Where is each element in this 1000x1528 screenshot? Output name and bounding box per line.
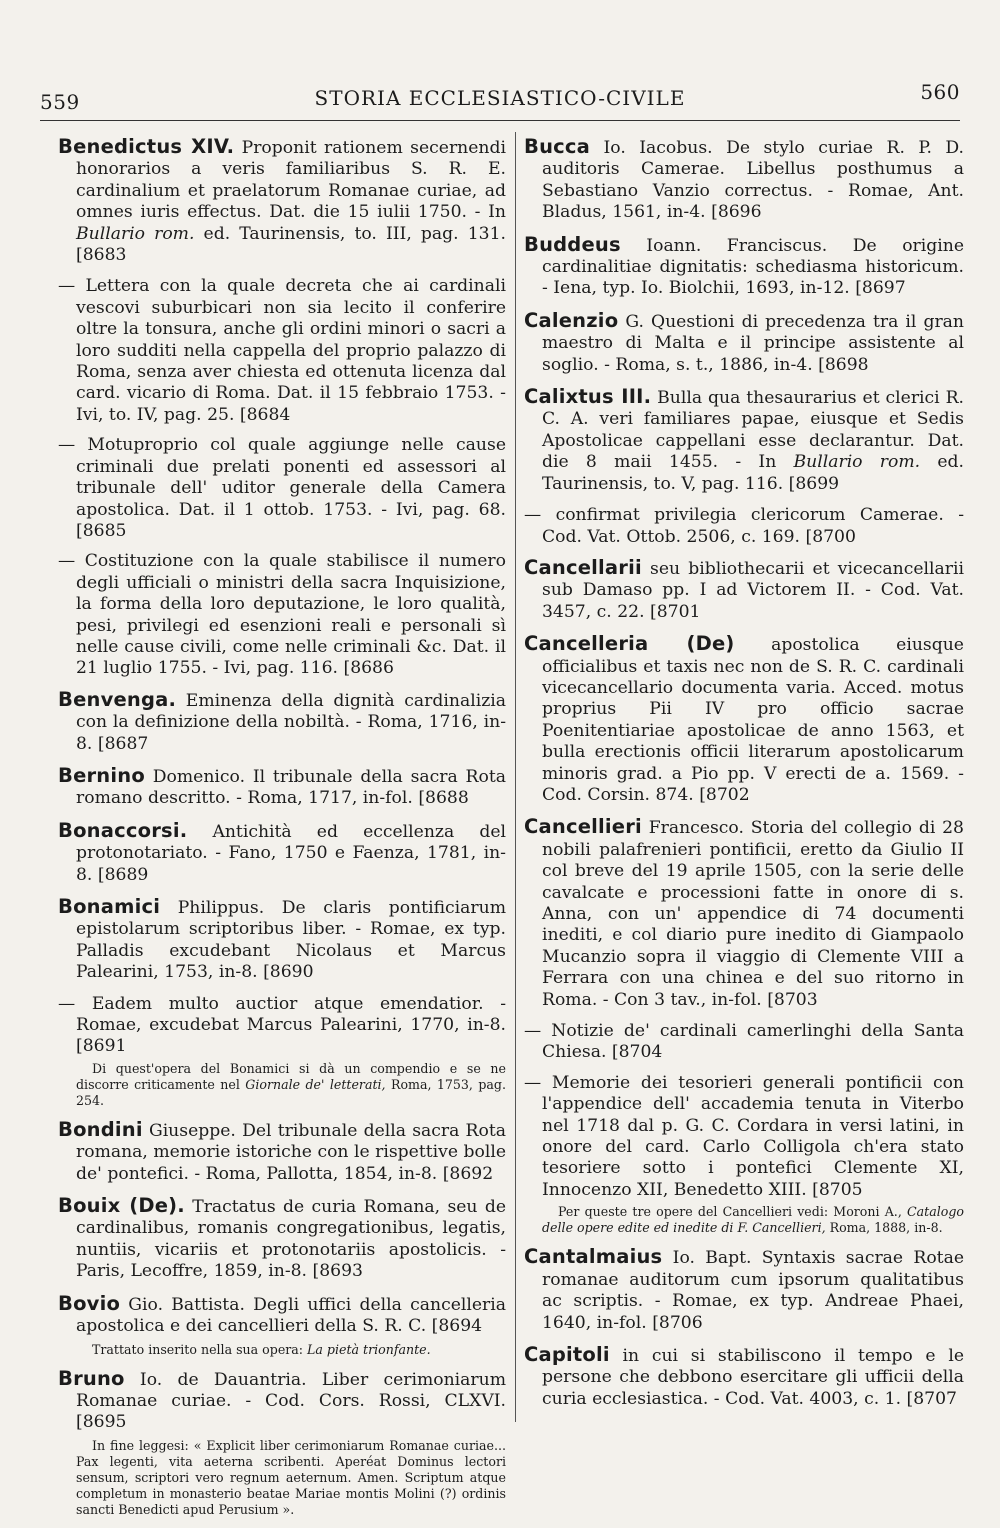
entry-reference-number: [8706 bbox=[652, 1312, 703, 1333]
bibliography-entry bbox=[58, 1119, 506, 1185]
bibliography-entry bbox=[58, 1293, 506, 1338]
entry-text: Francesco. Storia del collegio di 28 nobili palafrenieri pontificii, eretto da Giulio II col breve del 19 aprile 1505, con la serie delle cavalcate e processioni fatte in onore di s. Anna, con un' appendice di 74 documenti inediti, e col diario pure inedito di Giampaolo Mucanzio sopra il viaggio di Clemente VIII a Ferrara con una chinea e del suo ritorno in Roma. - Con 3 tav., in-fol. bbox=[542, 818, 964, 1010]
bibliography-entry bbox=[58, 765, 506, 810]
note-italic-title: La pietà trionfante. bbox=[307, 1341, 431, 1357]
bibliography-entry bbox=[58, 689, 506, 755]
note-text: Trattato inserito nella sua opera: bbox=[92, 1341, 308, 1357]
note-text: In fine leggesi: « Explicit liber cerimoniarum Romanae curiae... Pax legenti, vita aeterna scribenti. Aperéat Dominus lectori sensum, scriptori vero regnum aeternum. Amen. Scriptum atque completum in monasterio beatae Mariae montis Molini (?) ordinis sancti Benedicti apud Perusium ». bbox=[76, 1437, 506, 1517]
entry-reference-number: [8694 bbox=[431, 1316, 483, 1337]
note-italic-title: Giornale de' letterati, bbox=[245, 1076, 386, 1092]
entry-headword: Cantalmaius bbox=[524, 1245, 663, 1269]
entry-reference-number: [8704 bbox=[611, 1042, 663, 1063]
bibliography-entry bbox=[524, 633, 964, 806]
note-italic-title: Catalogo delle opere edite ed inedite di F. Cancellieri, bbox=[542, 1204, 964, 1236]
entry-italic-title: Bullario rom. bbox=[76, 223, 195, 244]
entry-headword: Capitoli bbox=[524, 1342, 610, 1366]
entry-text: — confirmat privilegia clericorum Camerae. - Cod. Vat. Ottob. 2506, c. 169. bbox=[524, 505, 964, 547]
bibliography-entry bbox=[524, 310, 964, 376]
entry-headword: Bucca bbox=[524, 135, 591, 158]
bibliography-entry bbox=[524, 816, 964, 1011]
entry-text: Giuseppe. Del tribunale della sacra Rota romana, memorie istoriche con le rispettive bolle de' pontefici. - Roma, Pallotta, 1854, in-8. bbox=[76, 1120, 506, 1184]
entry-reference-number: [8691 bbox=[76, 1036, 127, 1057]
entry-reference-number: [8684 bbox=[239, 404, 291, 425]
entry-text: apostolica eiusque officialibus et taxis nec non de S. R. C. cardinali vicecancellario documenta varia. Acced. motus proprius Pii IV pro officio sacrae Poenitentiariae apostolicae de anno 1563, et bulla erectionis officii literarum apostolicarum minoris grad. a Pio pp. V erecti de a. 1569. - Cod. Corsin. 874. bbox=[542, 635, 964, 805]
note-text: Di quest'opera del Bonamici si dà un compendio e se ne discorre criticamente nel bbox=[76, 1060, 506, 1092]
footnote bbox=[76, 1342, 506, 1358]
footnote bbox=[76, 1061, 506, 1109]
entry-text: Philippus. De claris pontificiarum epistolarum scriptoribus liber. - Romae, ex typ. Palladis excudebant Nicolaus et Marcus Palearini, 1753, in-8. bbox=[76, 898, 506, 983]
entry-text: Tractatus de curia Romana, seu de cardinalibus, romanis congregationibus, legatis, nuntiis, vicariis et protonotariis apostolicis. - Paris, Lecoffre, 1859, in-8. bbox=[76, 1197, 506, 1282]
entry-reference-number: [8687 bbox=[97, 733, 149, 754]
entry-text: G. Questioni di precedenza tra il gran maestro di Malta e il principe assistente al soglio. - Roma, s. t., 1886, in-4. bbox=[542, 311, 964, 375]
entry-text: Io. Bapt. Syntaxis sacrae Rotae romanae auditorum cum ipsorum qualitatibus ac scriptis. - Romae, ex typ. Andreae Phaei, 1640, in-fol. bbox=[542, 1248, 964, 1333]
entry-reference-number: [8690 bbox=[263, 962, 314, 983]
entry-text-tail: ed. Taurinensis, to. V, pag. 116. bbox=[542, 452, 964, 494]
note-text-tail: Roma, 1888, in-8. bbox=[825, 1220, 943, 1236]
entry-headword: Bouix (De). bbox=[58, 1194, 185, 1218]
sub-entry bbox=[58, 994, 506, 1058]
entry-reference-number: [8695 bbox=[76, 1412, 127, 1433]
bibliography-entry bbox=[58, 1195, 506, 1283]
entry-headword: Calenzio bbox=[524, 308, 619, 332]
page-title: STORIA ECCLESIASTICO-CIVILE bbox=[314, 86, 686, 110]
header-rule bbox=[40, 120, 960, 121]
entry-reference-number: [8683 bbox=[76, 245, 127, 266]
running-head bbox=[40, 80, 960, 116]
entry-reference-number: [8700 bbox=[805, 526, 856, 547]
page-number-left: 559 bbox=[40, 90, 80, 114]
entry-text: — Eadem multo auctior atque emendatior. - Romae, excudebat Marcus Palearini, 1770, in-8. bbox=[58, 993, 506, 1036]
entry-text: Domenico. Il tribunale della sacra Rota romano descritto. - Roma, 1717, in-fol. bbox=[76, 766, 506, 809]
bibliography-entry bbox=[58, 896, 506, 984]
sub-entry bbox=[58, 435, 506, 542]
page-number-right: 560 bbox=[920, 80, 960, 104]
entry-reference-number: [8685 bbox=[76, 520, 127, 541]
entry-headword: Benedictus XIV. bbox=[58, 135, 235, 158]
entry-text: seu bibliothecarii et vicecancellarii sub Damaso pp. I ad Victorem II. - Cod. Vat. 3457, c. 22. bbox=[542, 558, 964, 622]
entry-reference-number: [8693 bbox=[312, 1261, 363, 1282]
entry-reference-number: [8707 bbox=[906, 1388, 957, 1409]
entry-text: Antichità ed eccellenza del protonotariato. - Fano, 1750 e Faenza, 1781, in-8. bbox=[76, 821, 506, 885]
entry-reference-number: [8689 bbox=[97, 864, 149, 885]
entry-headword: Bovio bbox=[58, 1291, 121, 1315]
entry-text: Proponit rationem secernendi honorarios a veris familiaribus S. R. E. cardinalium et praelatorum Romanae curiae, ad omnes iuris effectus. Dat. die 15 iulii 1750. - In bbox=[76, 138, 506, 223]
sub-entry bbox=[524, 1021, 964, 1064]
entry-headword: Cancelleria (De) bbox=[524, 632, 735, 656]
bibliography-entry bbox=[58, 1368, 506, 1434]
entry-text: — Costituzione con la quale stabilisce il numero degli ufficiali o ministri della sacra Inquisizione, la forma della loro deputazione, le loro qualità, pesi, privilegi ed esenzioni reali e personali sì nelle cause civili, come nelle criminali &c. Dat. il 21 luglio 1755. - Ivi, pag. 116. bbox=[58, 551, 506, 679]
entry-reference-number: [8702 bbox=[699, 784, 750, 805]
left-column bbox=[58, 136, 506, 1528]
footnote bbox=[76, 1438, 506, 1518]
entry-text: Ioann. Franciscus. De origine cardinalitiae dignitatis: schediasma historicum. - Iena, typ. Io. Biolchii, 1693, in-12. bbox=[542, 235, 964, 299]
column-divider bbox=[515, 132, 516, 1422]
sub-entry bbox=[524, 505, 964, 548]
entry-headword: Bondini bbox=[58, 1117, 143, 1141]
entry-reference-number: [8686 bbox=[343, 658, 394, 679]
bibliography-entry bbox=[524, 1246, 964, 1334]
entry-italic-title: Bullario rom. bbox=[793, 452, 921, 473]
entry-reference-number: [8696 bbox=[711, 202, 762, 223]
bibliography-entry bbox=[524, 1344, 964, 1410]
entry-headword: Bernino bbox=[58, 763, 145, 787]
entry-reference-number: [8703 bbox=[767, 989, 818, 1010]
entry-text: — Memorie dei tesorieri generali pontificii con l'appendice dell' accademia tenuta in Viterbo nel 1718 dal p. G. C. Cordara in versi latini, in onore del card. Carlo Colligola ch'era stato tesoriere sotto i pontefici Clemente XI, Innocenzo XII, Benedetto XIII. bbox=[524, 1072, 964, 1200]
entry-headword: Calixtus III. bbox=[524, 385, 652, 409]
bibliography-entry bbox=[524, 136, 964, 224]
entry-reference-number: [8701 bbox=[650, 601, 701, 622]
entry-reference-number: [8705 bbox=[812, 1179, 863, 1200]
entry-headword: Cancellieri bbox=[524, 815, 642, 839]
entry-headword: Bonamici bbox=[58, 895, 161, 918]
entry-headword: Bonaccorsi. bbox=[58, 818, 188, 842]
entry-headword: Benvenga. bbox=[58, 687, 177, 711]
sub-entry bbox=[58, 276, 506, 426]
bibliography-entry bbox=[524, 557, 964, 623]
note-text-tail: Roma, 1753, pag. 254. bbox=[76, 1076, 506, 1108]
entry-text: Eminenza della dignità cardinalizia con la definizione della nobiltà. - Roma, 1716, in-8. bbox=[76, 690, 506, 754]
sub-entry bbox=[524, 1073, 964, 1201]
entry-text: Bulla qua thesaurarius et clerici R. C. A. veri familiares papae, eiusque et Sedis Apostolicae cappellani esse declarantur. Dat. die 8 maii 1455. - In bbox=[542, 388, 964, 473]
entry-reference-number: [8688 bbox=[418, 788, 469, 809]
note-text: Per queste tre opere del Cancellieri vedi: Moroni A., bbox=[558, 1204, 908, 1220]
entry-reference-number: [8697 bbox=[855, 278, 906, 299]
bibliography-entry bbox=[58, 136, 506, 266]
bibliography-entry bbox=[524, 234, 964, 300]
bibliography-entry bbox=[524, 386, 964, 495]
entry-text: Gio. Battista. Degli uffici della cancelleria apostolica e dei cancellieri della S. R. C. bbox=[76, 1294, 506, 1337]
sub-entry bbox=[58, 551, 506, 679]
footnote bbox=[542, 1204, 964, 1236]
entry-headword: Buddeus bbox=[524, 232, 621, 256]
entry-reference-number: [8698 bbox=[818, 354, 869, 375]
entry-reference-number: [8699 bbox=[788, 473, 840, 494]
entry-reference-number: [8692 bbox=[442, 1163, 494, 1184]
entry-text: — Lettera con la quale decreta che ai cardinali vescovi suburbicari non sia lecito il conferire oltre la tonsura, anche gli ordini minori o sacri a loro sudditi nella cappella del proprio palazzo di Roma, senza aver chiesta ed ottenuta licenza dal card. vicario di Roma. Dat. il 15 febbraio 1753. - Ivi, to. IV, pag. 25. bbox=[58, 276, 506, 425]
entry-headword: Bruno bbox=[58, 1366, 125, 1390]
entry-text-tail: ed. Taurinensis, to. III, pag. 131. bbox=[194, 223, 506, 244]
entry-text: Io. de Dauantria. Liber cerimoniarum Romanae curiae. - Cod. Cors. Rossi, CLXVI. bbox=[76, 1369, 506, 1411]
entry-text: in cui si stabiliscono il tempo e le persone che debbono esercitare gli ufficii della curia ecclesiastica. - Cod. Vat. 4003, c. 1. bbox=[542, 1345, 964, 1409]
entry-text: — Notizie de' cardinali camerlinghi della Santa Chiesa. bbox=[524, 1021, 964, 1063]
right-column bbox=[524, 136, 964, 1420]
bibliography-entry bbox=[58, 820, 506, 886]
entry-text: — Motuproprio col quale aggiunge nelle cause criminali due prelati ponenti ed assessori al tribunale dell' uditor generale della Camera apostolica. Dat. il 1 ottob. 1753. - Ivi, pag. 68. bbox=[58, 435, 506, 520]
entry-text: Io. Iacobus. De stylo curiae R. P. D. auditoris Camerae. Libellus posthumus a Sebastiano Vanzio correctus. - Romae, Ant. Bladus, 1561, in-4. bbox=[542, 138, 964, 223]
entry-headword: Cancellarii bbox=[524, 555, 642, 579]
